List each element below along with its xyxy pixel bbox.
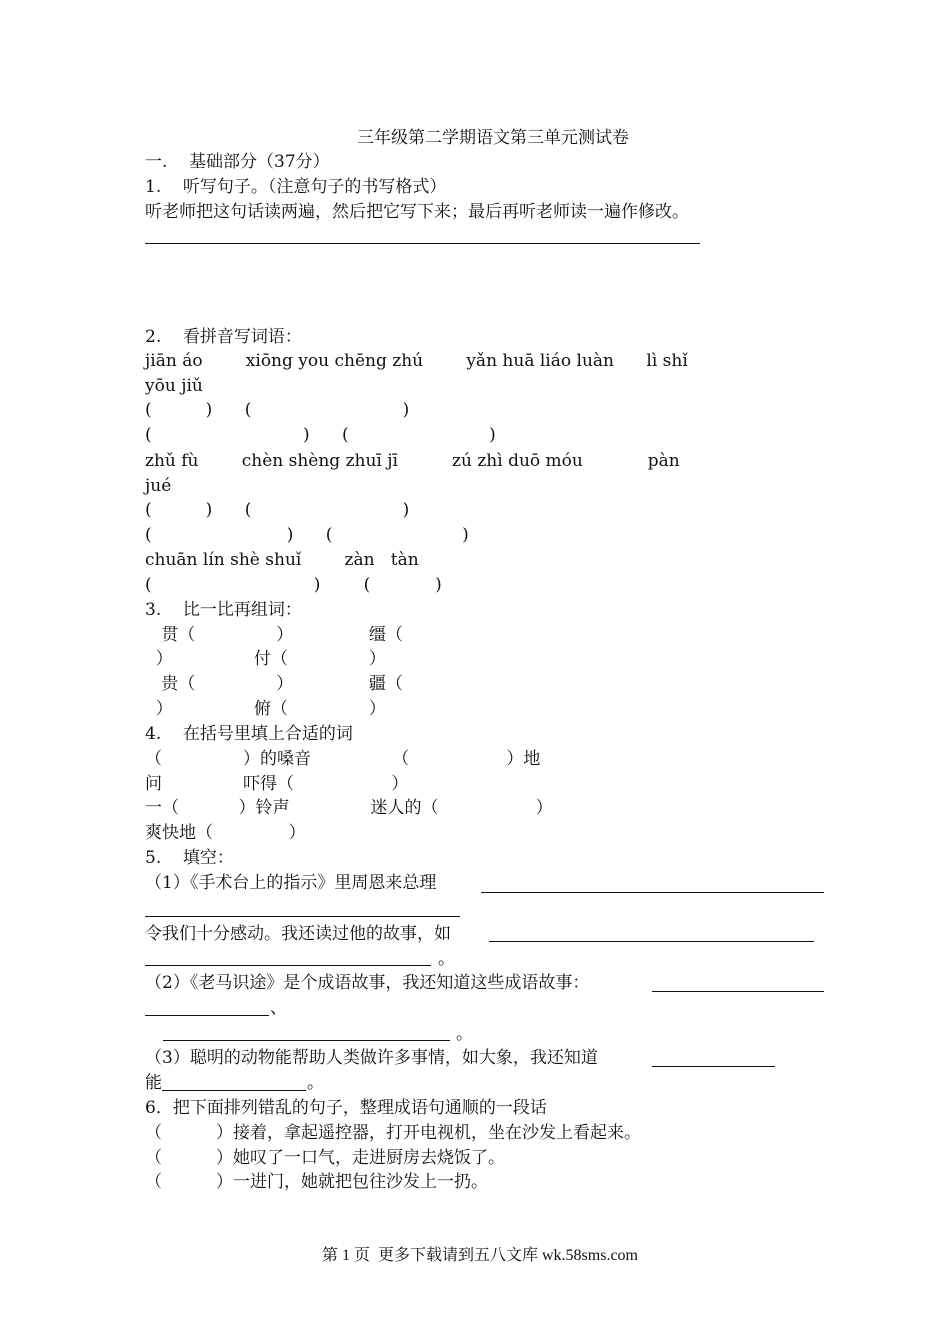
q2-heading: 2. 看拼音写词语：	[145, 327, 302, 347]
q5-part-1-blank-a[interactable]	[481, 892, 824, 893]
q2-pinyin-line-2: yōu jiǔ	[145, 376, 203, 396]
q5-part-3-text-2: 能	[145, 1073, 162, 1093]
q5-part-1-blank-d[interactable]	[145, 965, 431, 966]
q5-part-1-blank-c[interactable]	[489, 941, 814, 942]
q2-pinyin-line-1: jiān áo xiōng you chēng zhú yǎn huā liáo luàn lì shǐ	[145, 351, 688, 371]
q5-part-2-end: 。	[456, 1024, 473, 1044]
q2-blank-line-1[interactable]: ( ) ( )	[145, 400, 410, 420]
q3-line-2[interactable]: ） 付（ ）	[145, 649, 386, 669]
q6-sentence-3[interactable]: （ ）一进门，她就把包往沙发上一扔。	[145, 1172, 489, 1192]
q5-part-2-text: （2）《老马识途》是个成语故事，我还知道这些成语故事：	[145, 973, 590, 993]
q5-part-2-blank-b[interactable]	[145, 1015, 269, 1016]
q6-sentence-2[interactable]: （ ）她叹了一口气，走进厨房去烧饭了。	[145, 1148, 506, 1168]
q3-heading: 3. 比一比再组词：	[145, 600, 302, 620]
q4-heading: 4. 在括号里填上合适的词	[145, 724, 353, 744]
q5-part-1-text: （1）《手术台上的指示》里周恩来总理	[145, 873, 437, 893]
q2-blank-line-2[interactable]: ( ) ( )	[145, 425, 496, 445]
q5-part-1-text-2: 令我们十分感动。我还读过他的故事，如	[145, 924, 451, 944]
q5-part-3-blank-b[interactable]	[162, 1090, 306, 1091]
q6-heading: 6．把下面排列错乱的句子，整理成语句通顺的一段话	[145, 1098, 547, 1118]
q5-part-1-end: 。	[438, 949, 455, 969]
q1-heading: 1. 听写句子。（注意句子的书写格式）	[145, 177, 447, 197]
page-title: 三年级第二学期语文第三单元测试卷	[357, 128, 629, 148]
q2-pinyin-line-5: chuān lín shè shuǐ zàn tàn	[145, 550, 419, 570]
q2-pinyin-line-4: jué	[145, 476, 172, 496]
q4-line-2[interactable]: 问 吓得（ ）	[145, 774, 409, 794]
q4-line-1[interactable]: （ ）的嗓音 （ ）地	[145, 749, 541, 769]
q5-part-3-end: 。	[307, 1073, 324, 1093]
q5-part-1-blank-b[interactable]	[145, 916, 460, 917]
q3-line-1[interactable]: 贯（ ） 缰（	[145, 625, 403, 645]
q3-line-4[interactable]: ） 俯（ ）	[145, 699, 386, 719]
q3-line-3[interactable]: 贵（ ） 疆（	[145, 674, 403, 694]
q1-answer-line[interactable]	[145, 243, 700, 244]
q5-part-2-comma: 、	[270, 998, 287, 1018]
q4-line-4[interactable]: 爽快地（ ）	[145, 823, 306, 843]
q5-heading: 5. 填空：	[145, 848, 234, 868]
q2-blank-line-5[interactable]: ( ) ( )	[145, 575, 442, 595]
q5-part-2-blank-c[interactable]	[163, 1040, 450, 1041]
q4-line-3[interactable]: 一（ ）铃声 迷人的（ ）	[145, 798, 553, 818]
q6-sentence-1[interactable]: （ ）接着，拿起遥控器，打开电视机，坐在沙发上看起来。	[145, 1123, 642, 1143]
page-footer: 第 1 页 更多下载请到五八文库 wk.58sms.com	[322, 1247, 639, 1264]
section-1-heading: 一. 基础部分（37分）	[145, 152, 330, 172]
q5-part-3-text: （3）聪明的动物能帮助人类做许多事情，如大象，我还知道	[145, 1048, 598, 1068]
q2-pinyin-line-3: zhǔ fù chèn shèng zhuī jī zú zhì duō móu pàn	[145, 451, 680, 471]
q5-part-3-blank-a[interactable]	[652, 1066, 775, 1067]
q5-part-2-blank-a[interactable]	[652, 991, 824, 992]
q1-instruction: 听老师把这句话读两遍，然后把它写下来；最后再听老师读一遍作修改。	[145, 202, 689, 222]
q2-blank-line-4[interactable]: ( ) ( )	[145, 525, 469, 545]
q2-blank-line-3[interactable]: ( ) ( )	[145, 500, 410, 520]
